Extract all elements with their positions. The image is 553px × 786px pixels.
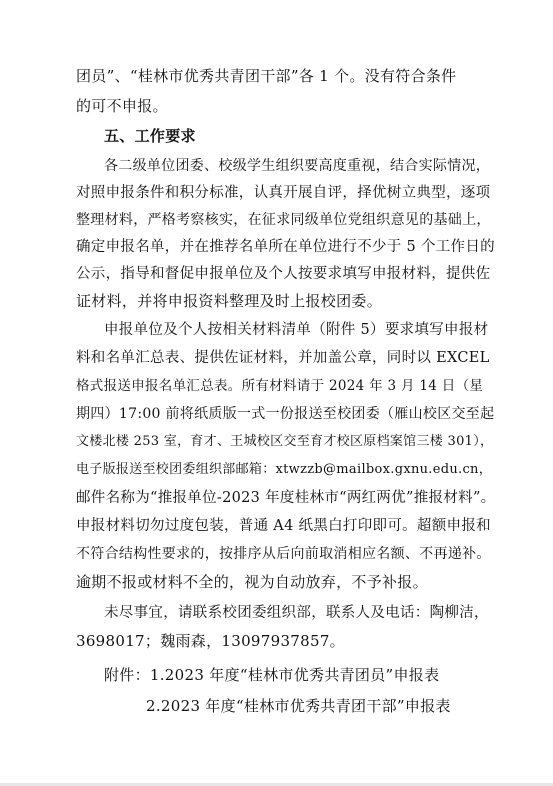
text-line: 整理材料，严格考察核实，在征求同级单位党组织意见的基础上，: [76, 212, 491, 228]
text-line: 不符合结构性要求的，按排序从后向前取消相应名额、不再递补。: [76, 546, 491, 562]
text-line: 确定申报名单，并在推荐名单所在单位进行不少于 5 个工作日的: [76, 239, 495, 255]
text-line: 申报单位及个人按相关材料清单（附件 5）要求填写申报材: [104, 322, 489, 338]
text-line: 期四）17:00 前将纸质版一式一份报送至校团委（雁山校区交至起: [76, 406, 495, 422]
text-line: 对照申报条件和积分标准，认真开展自评，择优树立典型，逐项: [76, 185, 491, 201]
text-line: 各二级单位团委、校级学生组织要高度重视，结合实际情况，: [104, 158, 491, 174]
text-line: 证材料，并将申报资料整理及时上报校团委。: [76, 292, 383, 310]
text-line: 团员”、“桂林市优秀共青团干部”各 1 个。没有符合条件: [76, 67, 457, 85]
text-line: 未尽事宜，请联系校团委组织部，联系人及电话：陶柳洁，: [104, 605, 489, 621]
text-line: 公示，指导和督促申报单位及个人按要求填写申报材料，提供佐: [76, 266, 491, 282]
text-line: 申报材料切勿过度包装，普通 A4 纸黑白打印即可。超额申报和: [76, 518, 491, 534]
text-line: 逾期不报或材料不全的，视为自动放弃，不予补报。: [76, 573, 428, 591]
text-line: 3698017；魏雨森，13097937857。: [76, 632, 345, 650]
text-line: 电子版报送至校团委组织部邮箱：xtwzzb@mailbox.gxnu.edu.cn，: [76, 462, 493, 477]
text-line: 的可不申报。: [76, 97, 168, 115]
attachment-line: 附件：1.2023 年度“桂林市优秀共青团员”申报表: [104, 666, 440, 684]
text-line: 料和名单汇总表、提供佐证材料，并加盖公章，同时以 EXCEL: [76, 350, 490, 366]
text-line: 格式报送申报名单汇总表。所有材料请于 2024 年 3 月 14 日（星: [76, 378, 484, 394]
text-line: 邮件名称为“推报单位-2023 年度桂林市“两红两优”推报材料”。: [76, 490, 496, 506]
attachment-line: 2.2023 年度“桂林市优秀共青团干部”申报表: [146, 697, 451, 715]
section-heading: 五、工作要求: [104, 127, 196, 145]
text-line: 文楼北楼 253 室，育才、王城校区交至育才校区原档案馆三楼 301），: [76, 434, 494, 449]
